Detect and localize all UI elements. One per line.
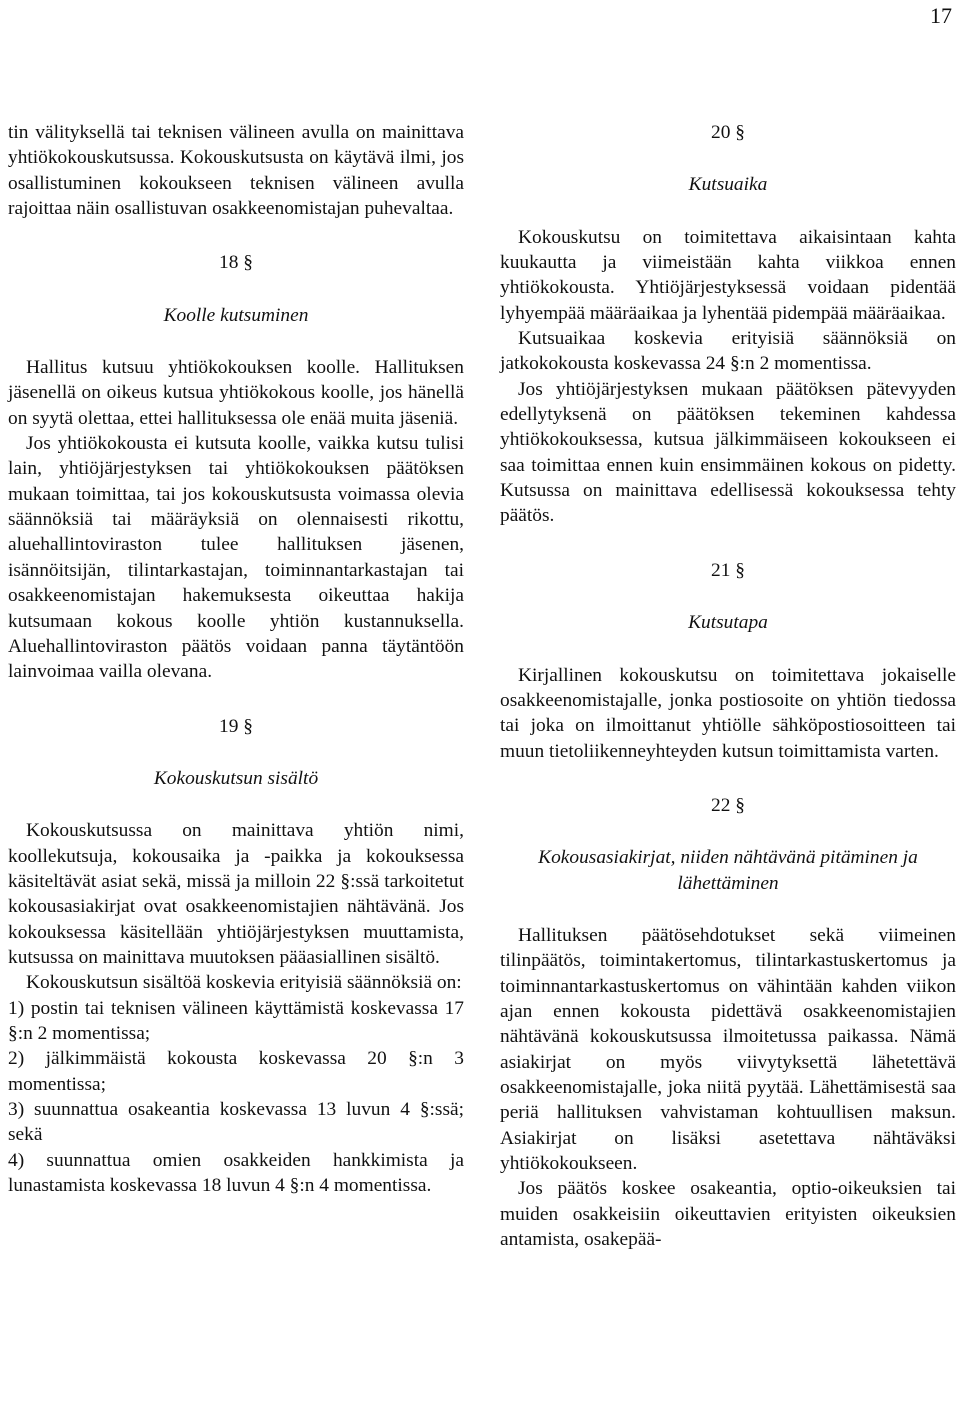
- right-column: [500, 120, 956, 1252]
- section-21-paragraph-1: Kirjallinen kokouskutsu on toimitettava jokaiselle osakkeenomistajalle, jonka postiosoite on yhtiön tiedossa tai joka on ilmoittanut yhtiölle sähköpostiosoitteen tai muun tietoliikenneyhteyden kutsun toimittamista varten.: [500, 664, 956, 762]
- section-19-list-item-2: 2) jälkimmäistä kokousta koskevassa 20 §:n 3 momentissa;: [8, 1048, 464, 1095]
- section-20-paragraph-3: Jos yhtiöjärjestyksen mukaan päätöksen pätevyyden edellytyksenä on päätöksen tekeminen kahdessa yhtiökokouksessa, kutsua jälkimmäiseen kokoukseen ei saa toimittaa ennen kuin ensimmäinen kokous on pidetty. Kutsussa on mainittava edellisessä kokouksessa tehty päätös.: [500, 378, 956, 527]
- section-18-title: Koolle kutsuminen: [163, 304, 309, 326]
- section-22-title: Kokousasiakirjat, niiden nähtävänä pitäminen ja lähettäminen: [538, 847, 918, 894]
- section-18-paragraph-1: Hallitus kutsuu yhtiökokouksen koolle. Hallituksen jäsenellä on oikeus kutsua yhtiökokous koolle, jos hänellä on syytä olettaa, ettei hallituksessa ole enää muita jäseniä.: [8, 357, 464, 429]
- section-20-title: Kutsuaika: [688, 174, 768, 196]
- section-21-number: 21 §: [711, 559, 745, 581]
- left-column: [8, 120, 464, 1198]
- section-20-paragraph-1: Kokouskutsu on toimitettava aikaisintaan kahta kuukautta ja viimeistään kahta viikkoa ennen yhtiökokousta. Yhtiöjärjestyksessä voidaan pidentää lyhyempää määräaikaa ja lyhentää pidempää määräaikaa.: [500, 226, 956, 324]
- intro-paragraph: tin välityksellä tai teknisen välineen avulla on mainittava yhtiökokouskutsussa. Kokouskutsusta on käytävä ilmi, jos osallistuminen kokoukseen teknisen välineen avulla rajoittaa näin osallistuvan osakkeenomistajan puhevaltaa.: [8, 122, 464, 220]
- section-19-paragraph-1: Kokouskutsussa on mainittava yhtiön nimi, koollekutsuja, kokousaika ja -paikka ja kokouksessa käsiteltävät asiat sekä, missä ja milloin 22 §:ssä tarkoitetut kokousasiakirjat ovat osakkeenomistajien nähtävänä. Jos kokouksessa käsitellään yhtiöjärjestyksen muuttamista, kutsussa on mainittava muutoksen pääasiallinen sisältö.: [8, 820, 464, 968]
- section-19-number: 19 §: [219, 715, 253, 737]
- section-20-number: 20 §: [711, 122, 745, 143]
- section-22-number: 22 §: [711, 794, 745, 816]
- section-18-number: 18 §: [219, 252, 253, 274]
- section-20-paragraph-2: Kutsuaikaa koskevia erityisiä säännöksiä on jatkokokousta koskevassa 24 §:n 2 momentissa.: [500, 328, 956, 375]
- section-22-paragraph-1: Hallituksen päätösehdotukset sekä viimeinen tilinpäätös, toimintakertomus, tilintarkastuskertomus ja toiminnantarkastuskertomus on vähintään kahden viikon ajan ennen kokousta pidettävä osakkeenomistajien nähtävänä kokouskutsussa ilmoitetussa paikassa. Nämä asiakirjat on myös viivytyksettä lähetettävä osakkeenomistajalle, joka niitä pyytää. Lähettämisestä saa periä hallituksen vahvistaman kohtuullisen maksun. Asiakirjat on lisäksi asetettava nähtäväksi yhtiökokoukseen.: [500, 924, 956, 1174]
- section-19-list-item-1: 1) postin tai teknisen välineen käyttämistä koskevassa 17 §:n 2 momentissa;: [8, 997, 464, 1044]
- section-19-list-item-3: 3) suunnattua osakeantia koskevassa 13 luvun 4 §:ssä; sekä: [8, 1099, 464, 1146]
- section-19-title: Kokouskutsun sisältö: [153, 767, 319, 789]
- page-number: 17: [930, 3, 952, 28]
- section-19-list-item-4: 4) suunnattua omien osakkeiden hankkimista ja lunastamista koskevassa 18 luvun 4 §:n 4 momentissa.: [8, 1149, 464, 1197]
- section-21-title: Kutsutapa: [688, 612, 768, 634]
- section-18-paragraph-2: Jos yhtiökokousta ei kutsuta koolle, vaikka kutsu tulisi lain, yhtiöjärjestyksen tai yhtiökokouksen päätöksen mukaan toimittaa, tai jos kokouskutsusta voimassa olevia säännöksiä tai määräyksiä on olennaisesti rikottu, aluehallintoviraston tulee hallituksen jäsenen, isännöitsijän, tilintarkastajan, toiminnantarkastajan tai osakkeenomistajan hakemuksesta oikeuttaa hakija kutsumaan kokous koolle yhtiön kustannuksella. Aluehallintoviraston päätös voidaan panna täytäntöön lainvoimaa vailla olevana.: [8, 433, 464, 683]
- section-22-paragraph-2: Jos päätös koskee osakeantia, optio-oikeuksien tai muiden osakkeisiin oikeuttavien erityisten oikeuksien antamista, osakepää-: [500, 1178, 956, 1251]
- section-19-paragraph-2: Kokouskutsun sisältöä koskevia erityisiä säännöksiä on:: [26, 972, 462, 994]
